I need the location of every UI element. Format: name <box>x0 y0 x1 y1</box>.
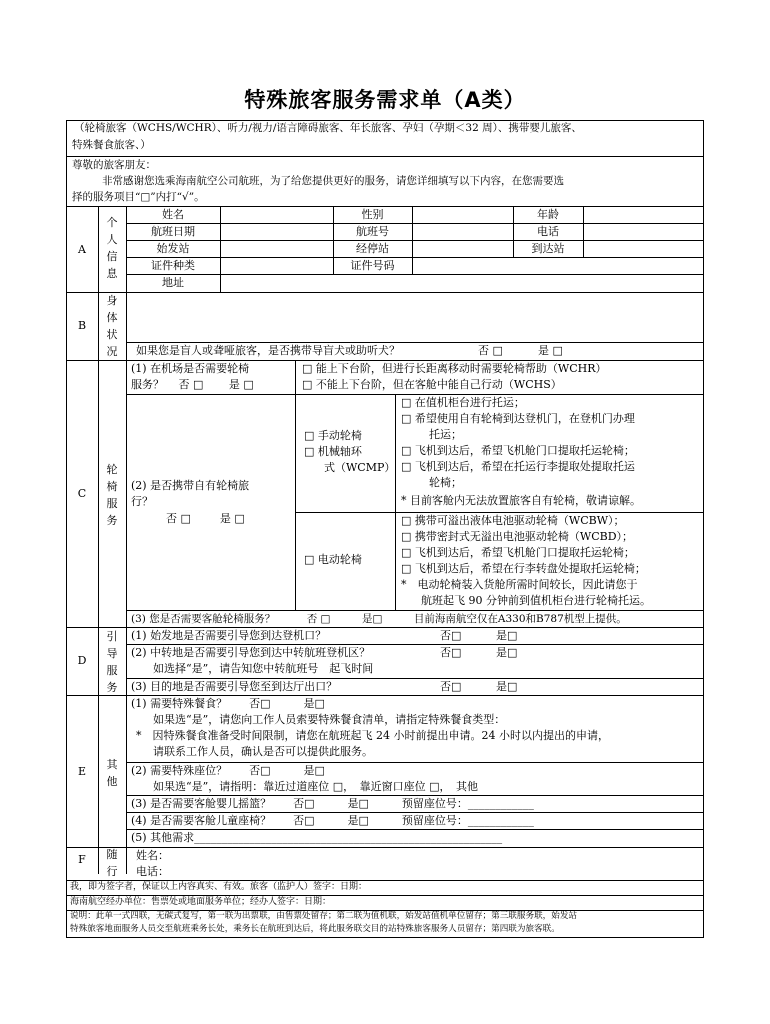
e-q2: (2) 需要特殊座位？ 否□ 是□ <box>131 764 325 777</box>
e-q4: (4) 是否需要客舱儿童座椅？ 否□ 是□ 预留座位号：____________ <box>131 814 534 827</box>
d-q1: (1) 始发地是否需要引导您到达登机口？ <box>131 629 327 642</box>
form-title: 特殊旅客服务需求单（A类） <box>244 88 526 112</box>
scope-line-2: 特殊餐食旅客、） <box>72 139 151 151</box>
d-q3: (3) 目的地是否需要引导您至到达厅出口？ <box>131 680 338 693</box>
label-transit: 经停站 <box>356 242 389 255</box>
c-electric-opt-1: □ 携带可溢出液体电池驱动轮椅（WCBW）； <box>401 514 625 527</box>
section-f-code: F <box>78 853 86 866</box>
greeting: 尊敬的旅客朋友： <box>72 159 156 171</box>
section-c-label: 轮椅服务 <box>106 463 118 527</box>
label-age: 年龄 <box>537 208 559 221</box>
c-q1-opt-2: □ 不能上下台阶，但在客舱中能自己行动（WCHS） <box>302 378 562 391</box>
f-phone: 电话： <box>136 865 169 878</box>
c-q2-answer: 否 □ 是 □ <box>166 512 245 525</box>
section-b-code: B <box>77 319 87 332</box>
label-dest: 到达站 <box>531 242 565 255</box>
c-electric-opt-2: □ 携带密封式无溢出电池驱动轮椅（WCBD）； <box>401 530 634 543</box>
section-c-code: C <box>77 487 87 500</box>
c-q3: (3) 您是否需要客舱轮椅服务？ 否 □ 是□ 目前海南航空仅在A330和B787机型上提供。 <box>131 613 627 625</box>
scope-line-1: （轮椅旅客（WCHS/WCHR）、听力/视力/语言障碍旅客、年长旅客、孕妇（孕期＜32 周）、携带婴儿旅客、 <box>74 122 582 134</box>
c-manual-opt-4: □ 飞机到达后，希望飞机舱门口提取托运轮椅； <box>401 444 635 457</box>
c-q2-line-1: (2) 是否携带自有轮椅旅 <box>131 479 250 492</box>
section-e-label: 其他 <box>106 758 118 788</box>
b-yes: 是 □ <box>538 344 563 357</box>
c-electric-opt-4: □ 飞机到达后，希望在行李转盘处提取托运轮椅； <box>401 562 646 575</box>
label-phone: 电话 <box>537 225 559 238</box>
section-d-code: D <box>77 654 87 667</box>
label-name: 姓名 <box>162 208 184 221</box>
e-q1: (1) 需要特殊餐食？ 否□ 是□ <box>131 697 325 710</box>
d-q1-no: 否□ <box>440 629 462 642</box>
c-electric: □ 电动轮椅 <box>304 553 362 566</box>
f-name: 姓名： <box>136 849 169 862</box>
c-manual-opt-2: □ 希望使用自有轮椅到达登机门，在登机门办理 <box>401 412 635 425</box>
c-manual-2: □ 机械轴环 <box>304 445 362 458</box>
e-q1-note-1: * 因特殊餐食准备受时间限制，请您在航班起飞 24 小时前提出申请。24 小时以内提出的申请， <box>136 729 609 742</box>
c-electric-opt-6: 航班起飞 90 分钟前到值机柜台进行轮椅托运。 <box>421 594 651 607</box>
e-q5: (5) 其他需求________________________________________________________ <box>131 831 503 844</box>
c-manual-opt-5: □ 飞机到达后，希望在托运行李提取处提取托运 <box>401 460 635 473</box>
intro-line-1: 非常感谢您选乘海南航空公司航班，为了给您提供更好的服务，请您详细填写以下内容，在您需要选 <box>102 175 564 187</box>
label-id-no: 证件号码 <box>350 259 395 272</box>
d-q1-yes: 是□ <box>496 629 518 642</box>
label-gender: 性别 <box>361 208 384 221</box>
label-flight-date: 航班日期 <box>151 225 195 238</box>
e-q2-sub: 如果选“是”，请指明：靠近过道座位 □， 靠近窗口座位 □， 其他 <box>153 780 479 793</box>
c-manual-opt-1: □ 在值机柜台进行托运； <box>401 396 525 409</box>
c-q2-line-2: 行？ <box>131 495 153 508</box>
d-q2-yes: 是□ <box>496 646 518 659</box>
label-address: 地址 <box>162 276 184 289</box>
section-a-label: 个人信息 <box>106 216 118 280</box>
section-a-code: A <box>78 243 86 256</box>
intro-line-2: 择的服务项目“□”内打“√”。 <box>72 191 205 203</box>
e-q1-note-2: 请联系工作人员，确认是否可以提供此服务。 <box>153 745 373 758</box>
b-question: 如果您是盲人或聋哑旅客，是否携带导盲犬或助听犬？ <box>136 344 400 357</box>
d-q3-no: 否□ <box>440 680 462 693</box>
section-f-label: 随行 <box>106 848 118 878</box>
section-e-code: E <box>77 765 87 778</box>
c-manual-opt-6: 轮椅； <box>429 476 462 489</box>
e-q3: (3) 是否需要客舱婴儿摇篮？ 否□ 是□ 预留座位号：____________ <box>131 797 534 810</box>
d-q2-sub: 如选择“是”，请告知您中转航班号 起飞时间 <box>153 662 374 675</box>
c-manual-1: □ 手动轮椅 <box>304 429 362 442</box>
footer-unit: 海南航空经办单位：售票处或地面服务单位；经办人签字：日期： <box>70 897 332 907</box>
c-electric-opt-5: * 电动轮椅装入货舱所需时间较长，因此请您于 <box>401 578 638 591</box>
section-d-label: 引导服务 <box>106 630 118 694</box>
c-electric-opt-3: □ 飞机到达后，希望飞机舱门口提取托运轮椅； <box>401 546 635 559</box>
c-manual-3: 式（WCMP） <box>324 461 396 474</box>
c-q1-line-2: 服务？ 否 □ 是 □ <box>131 378 254 391</box>
e-q1-sub: 如果选“是”，请您向工作人员索要特殊餐食清单，请指定特殊餐食类型： <box>153 713 506 726</box>
d-q2-no: 否□ <box>440 646 462 659</box>
footer-note-2: 特殊旅客地面服务人员交至航班乘务长处，乘务长在航班到达后，将此服务联交目的站特殊旅客服务人员留存；第四联为旅客联。 <box>70 924 560 934</box>
d-q3-yes: 是□ <box>496 680 518 693</box>
section-b-label: 身体状况 <box>106 294 118 358</box>
label-origin: 始发站 <box>156 242 190 255</box>
label-flight-no: 航班号 <box>356 225 389 238</box>
c-q1-opt-1: □ 能上下台阶，但进行长距离移动时需要轮椅帮助（WCHR） <box>302 362 607 375</box>
c-manual-opt-7: * 目前客舱内无法放置旅客自有轮椅，敬请谅解。 <box>401 494 641 507</box>
b-no: 否 □ <box>478 344 503 357</box>
c-manual-opt-3: 托运； <box>429 428 462 441</box>
d-q2: (2) 中转地是否需要引导您到达中转航班登机区？ <box>131 646 371 659</box>
footer-note-1: 说明：此单一式四联，无碳式复写，第一联为出票联，由售票处留存；第二联为值机联，始发站值机单位留存；第三联服务联，始发站 <box>70 911 578 921</box>
footer-declaration: 我，即为签字者，保证以上内容真实、有效。旅客（监护人）签字：日期： <box>70 882 368 892</box>
label-id-type: 证件种类 <box>151 259 195 272</box>
c-q1-line-1: (1) 在机场是否需要轮椅 <box>131 362 250 375</box>
